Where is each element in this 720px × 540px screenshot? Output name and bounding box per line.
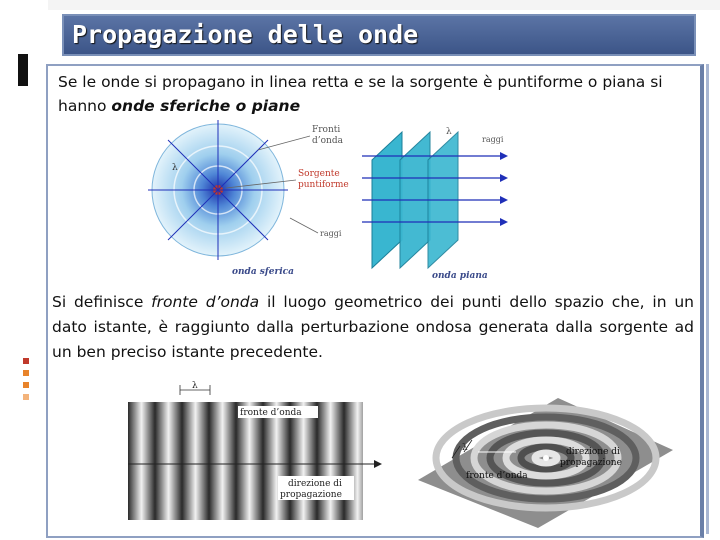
title-bar: [62, 14, 696, 56]
label-sorgente: Sorgente: [298, 169, 340, 179]
label-puntiforme: puntiforme: [298, 180, 349, 190]
decor-square-light: [23, 394, 29, 400]
label-donda: d’onda: [312, 136, 343, 146]
ray-arrowheads: [500, 152, 508, 226]
stripes-direzione-label-2: propagazione: [280, 490, 342, 500]
radial-rays: [148, 120, 288, 260]
stripes-direzione-label-1: direzione di: [288, 479, 342, 489]
left-marker: [18, 54, 28, 86]
decor-square-red: [23, 358, 29, 364]
frame-top-bar: [48, 0, 720, 10]
stripes-lambda-label: λ: [192, 381, 198, 391]
plane-lambda-label: λ: [446, 127, 452, 137]
ripple-center: [543, 455, 549, 461]
decor-square-orange-2: [23, 382, 29, 388]
label-fronti: Fronti: [312, 125, 341, 135]
caption-onda-sferica: onda sferica: [232, 267, 294, 277]
ripple-wave-figure: [408, 380, 678, 530]
ripple-fronte-label: fronte d’onda: [466, 471, 528, 481]
definition-paragraph: [52, 290, 694, 365]
lambda-label: λ: [172, 163, 178, 173]
intro-paragraph: [58, 70, 698, 118]
decor-square-orange: [23, 370, 29, 376]
propagation-arrowhead: [374, 460, 382, 468]
intro-emphasis: onde sferiche o piane: [111, 97, 301, 115]
stripe-field: [128, 402, 363, 520]
caption-onda-piana: onda piana: [432, 271, 488, 280]
ripple-direzione-label-2: propagazione: [560, 458, 622, 468]
label-raggi: raggi: [320, 229, 342, 238]
plane-raggi-label: raggi: [482, 135, 504, 144]
definition-text-end: il luogo geometrico dei punti dello spazio che, in un dato istante, è raggiunto dalla perturbazione ondosa generata dalla sorgente ad un ben preciso istante precedente.: [52, 293, 694, 361]
plane-wave-figure: [362, 120, 512, 280]
definition-text-start: Si definisce: [52, 293, 152, 311]
slide-title: Propagazione delle onde: [72, 20, 419, 49]
ripple-lambda-label: λ: [462, 443, 468, 453]
spherical-wave-figure: [140, 118, 355, 278]
ripple-direzione-label-1: direzione di: [566, 447, 620, 457]
stripes-fronte-label: fronte d’onda: [240, 408, 302, 418]
plane-wave-stripes-figure: [128, 380, 388, 520]
right-rule: [706, 64, 709, 534]
definition-emphasis: fronte d’onda: [151, 293, 260, 311]
intro-text: Se le onde si propagano in linea retta e se la sorgente è puntiforme o piana si hanno: [58, 73, 663, 115]
